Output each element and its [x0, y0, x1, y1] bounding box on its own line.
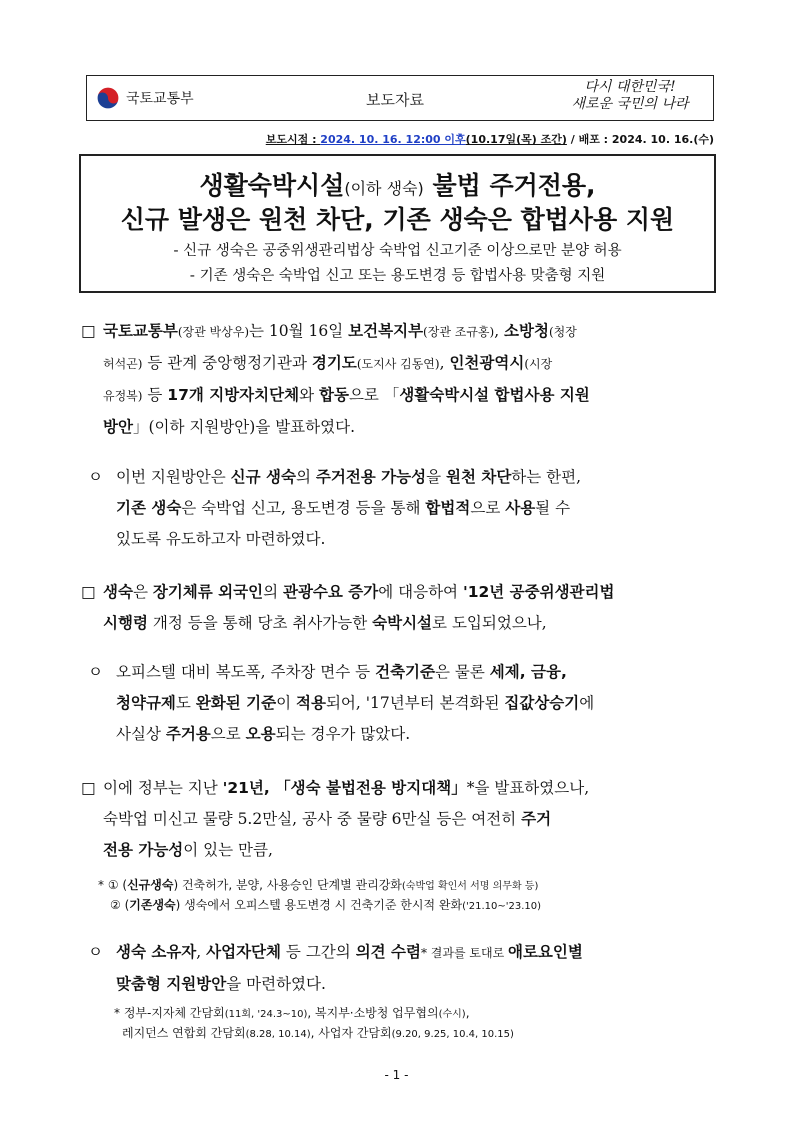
- para-3: [81, 577, 615, 639]
- title-line2: 신규 발생은 원천 차단, 기존 생숙은 합법사용 지원: [120, 205, 675, 234]
- para-6-line: ㅇ생숙 소유자, 사업자단체 등 그간의 의견 수렴* 결과를 토대로 애로요인별: [88, 943, 583, 961]
- embargo-label: 보도시점 :: [265, 133, 321, 146]
- footnote-2-line: 레지던스 연합회 간담회(8.28, 10.14), 사업자 간담회(9.20, 9.25, 10.4, 10.15): [122, 1026, 514, 1040]
- para-1-line: □국토교통부(장관 박상우)는 10월 16일 보건복지부(장관 조규홍), 소방청(청장: [81, 322, 577, 340]
- para-2: [88, 462, 582, 555]
- para-6: [88, 937, 583, 1000]
- para-1-line: 방안」(이하 지원방안)을 발표하였다.: [103, 418, 356, 436]
- slogan-line2: 새로운 국민의 나라: [571, 96, 689, 112]
- footnote-2: [114, 1004, 514, 1044]
- title-line1: 생활숙박시설(이하 생숙) 불법 주거전용,: [199, 171, 596, 200]
- logo-text: 국토교통부: [126, 91, 194, 107]
- ministry-logo: [96, 86, 194, 110]
- para-1: [81, 316, 590, 443]
- embargo-paper: (10.17일(목) 조간): [465, 133, 567, 146]
- embargo-line: [180, 131, 714, 147]
- para-1-line: 허석곤) 등 관계 중앙행정기관과 경기도(도지사 김동연), 인천광역시(시장: [103, 354, 553, 372]
- para-1-line: 유정복) 등 17개 지방자치단체와 합동으로 「생활숙박시설 합법사용 지원: [103, 386, 590, 404]
- para-2-line: 기존 생숙은 숙박업 신고, 용도변경 등을 통해 합법적으로 사용될 수: [116, 499, 571, 517]
- para-6-line: 맞춤형 지원방안을 마련하였다.: [116, 975, 326, 993]
- para-2-line: ㅇ이번 지원방안은 신규 생숙의 주거전용 가능성을 원천 차단하는 한편,: [88, 468, 582, 486]
- doc-type: 보도자료: [366, 91, 424, 109]
- footnote-1-line: * ① (신규생숙) 건축허가, 분양, 사용승인 단계별 관리강화(숙박업 확인서 서명 의무화 등): [98, 878, 539, 892]
- para-4: [88, 657, 595, 750]
- subtitle-2: - 기존 생숙은 숙박업 신고 또는 용도변경 등 합법사용 맞춤형 지원: [189, 268, 606, 284]
- para-5: [81, 773, 590, 866]
- page-number: - 1 -: [384, 1068, 409, 1082]
- para-5-line: 숙박업 미신고 물량 5.2만실, 공사 중 물량 6만실 등은 여전히 주거: [103, 810, 552, 828]
- para-4-line: 청약규제도 완화된 기준이 적용되어, '17년부터 본격화된 집값상승기에: [116, 694, 595, 712]
- embargo-datetime: 2024. 10. 16. 12:00 이후: [320, 133, 466, 146]
- para-5-line: □이에 정부는 지난 '21년, 「생숙 불법전용 방지대책」*을 발표하였으나,: [81, 779, 590, 797]
- taegeuk-icon: [96, 86, 120, 110]
- para-5-line: 전용 가능성이 있는 만큼,: [103, 841, 273, 859]
- para-2-line: 있도록 유도하고자 마련하였다.: [116, 530, 326, 548]
- subtitle-1: - 신규 생숙은 공중위생관리법상 숙박업 신고기준 이상으로만 분양 허용: [173, 243, 622, 259]
- footnote-1-line: ② (기존생숙) 생숙에서 오피스텔 용도변경 시 건축기준 한시적 완화('21.10~'23.10): [110, 898, 541, 912]
- slogan: [560, 79, 700, 113]
- footnote-1: [98, 876, 541, 916]
- slogan-line1: 다시 대한민국!: [584, 79, 676, 95]
- para-3-line: 시행령 개정 등을 통해 당초 취사가능한 숙박시설로 도입되었으나,: [103, 614, 547, 632]
- para-3-line: □생숙은 장기체류 외국인의 관광수요 증가에 대응하여 '12년 공중위생관리법: [81, 583, 615, 601]
- para-4-line: 사실상 주거용으로 오용되는 경우가 많았다.: [116, 725, 411, 743]
- footnote-2-line: * 정부-지자체 간담회(11회, '24.3~10), 복지부·소방청 업무협의(수시),: [114, 1006, 470, 1020]
- distribution-date: / 배포 : 2024. 10. 16.(수): [566, 133, 714, 146]
- para-4-line: ㅇ오피스텔 대비 복도폭, 주차장 면수 등 건축기준은 물론 세제, 금융,: [88, 663, 567, 681]
